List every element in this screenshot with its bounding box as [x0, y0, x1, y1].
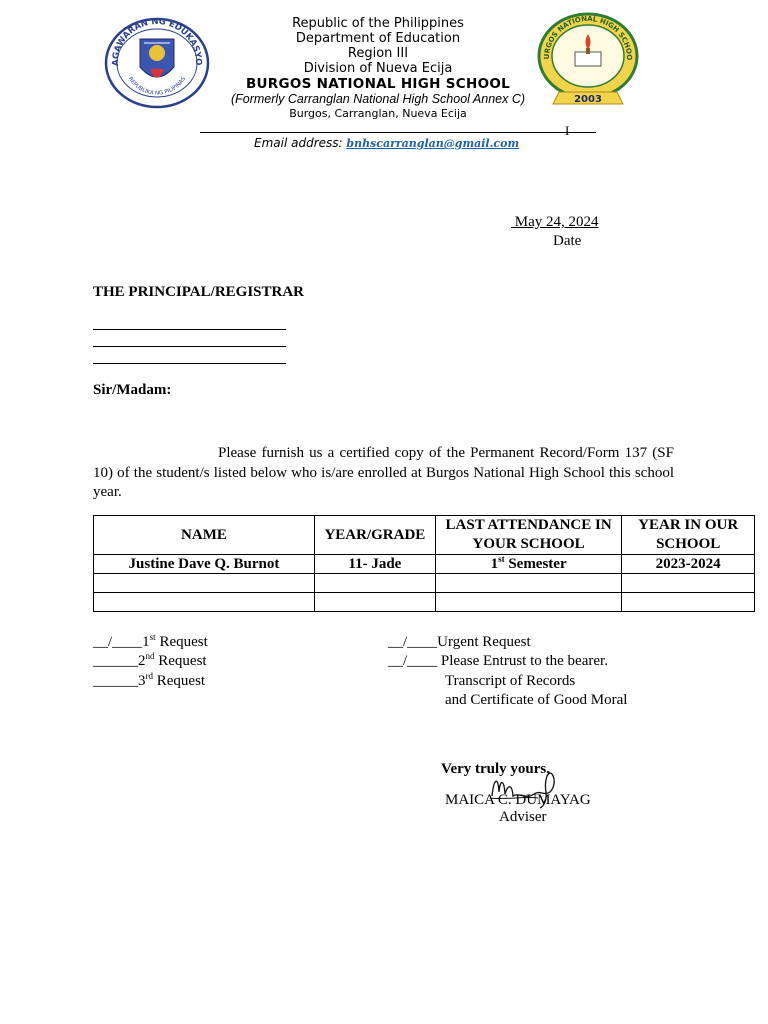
table-header-row	[94, 516, 755, 555]
header-year-in-school: YEAR IN OUR SCHOOL	[622, 516, 755, 555]
good-moral-line: and Certificate of Good Moral	[445, 692, 628, 708]
addressee-blank-line-3	[93, 363, 286, 364]
school-seal-year: 2003	[574, 94, 602, 105]
date-label: Date	[553, 233, 582, 249]
addressee-blank-line-2	[93, 346, 286, 347]
svg-text:BURGOS NATIONAL HIGH SCHOOL: URGOS NATIONAL HIGH SCHOO	[542, 14, 634, 61]
table-row	[94, 574, 755, 593]
email-address-link[interactable]: bnhscarranglan@gmail.com	[346, 137, 520, 150]
entrust-bearer-option: __/____ Please Entrust to the bearer.	[388, 653, 608, 669]
letter-date: May 24, 2024	[511, 214, 599, 230]
first-request-option: __/____1st Request	[93, 632, 208, 650]
student-school-year: 2023-2024	[622, 555, 755, 574]
student-name: Justine Dave Q. Burnot	[94, 555, 315, 574]
header-name: NAME	[94, 516, 315, 555]
letterhead-divider	[200, 132, 596, 133]
school-former-name: (Formerly Carranglan National High School Annex C)	[230, 92, 526, 106]
salutation: Sir/Madam:	[93, 382, 172, 398]
attendance-number: 1	[490, 556, 499, 572]
addressee-blank-line-1	[93, 329, 286, 330]
letterhead-region: Region III	[347, 46, 409, 61]
third-request-option: ______3rd Request	[93, 671, 206, 689]
letterhead-republic: Republic of the Philippines	[292, 16, 464, 31]
email-label: Email address:	[254, 136, 347, 150]
text-cursor-mark: I	[565, 123, 570, 138]
second-request-option: ______2nd Request	[93, 651, 207, 669]
table-row	[94, 593, 755, 612]
request-paragraph: Please furnish us a certified copy of the Permanent Record/Form 137 (SF 10) of the student/s listed below who is/are enrolled at Burgos National High School this school year.	[93, 445, 674, 500]
table-row	[94, 555, 755, 574]
svg-text:REPUBLIKA NG PILIPINAS: REPUBLIKA NG PILIPINAS	[126, 76, 188, 97]
signatory-name: MAICA C. DUMAYAG	[445, 792, 591, 808]
school-seal-logo	[537, 12, 639, 108]
email-line	[254, 136, 519, 150]
handwritten-signature	[486, 766, 562, 810]
urgent-request-option: __/____Urgent Request	[388, 634, 531, 650]
deped-seal-logo	[104, 17, 210, 109]
addressee-title: THE PRINCIPAL/REGISTRAR	[93, 284, 305, 300]
letterhead	[228, 16, 528, 121]
signatory-role: Adviser	[499, 809, 547, 825]
school-address: Burgos, Carranglan, Nueva Ecija	[289, 107, 467, 120]
letterhead-department: Department of Education	[295, 31, 461, 46]
letterhead-division: Division of Nueva Ecija	[303, 61, 453, 76]
svg-text:KAGAWARAN NG EDUKASYON: AGAWARAN NG EDUKASYO	[110, 17, 204, 67]
student-table	[93, 515, 755, 612]
attendance-ordinal: st	[498, 554, 505, 564]
school-name: BURGOS NATIONAL HIGH SCHOOL	[245, 76, 511, 92]
student-last-attendance	[435, 555, 622, 574]
student-grade: 11- Jade	[314, 555, 435, 574]
closing-phrase: Very truly yours,	[441, 761, 551, 777]
attendance-term: Semester	[504, 556, 567, 572]
header-year-grade: YEAR/GRADE	[314, 516, 435, 555]
transcript-line: Transcript of Records	[445, 673, 576, 689]
header-last-attendance: LAST ATTENDANCE IN YOUR SCHOOL	[435, 516, 622, 555]
